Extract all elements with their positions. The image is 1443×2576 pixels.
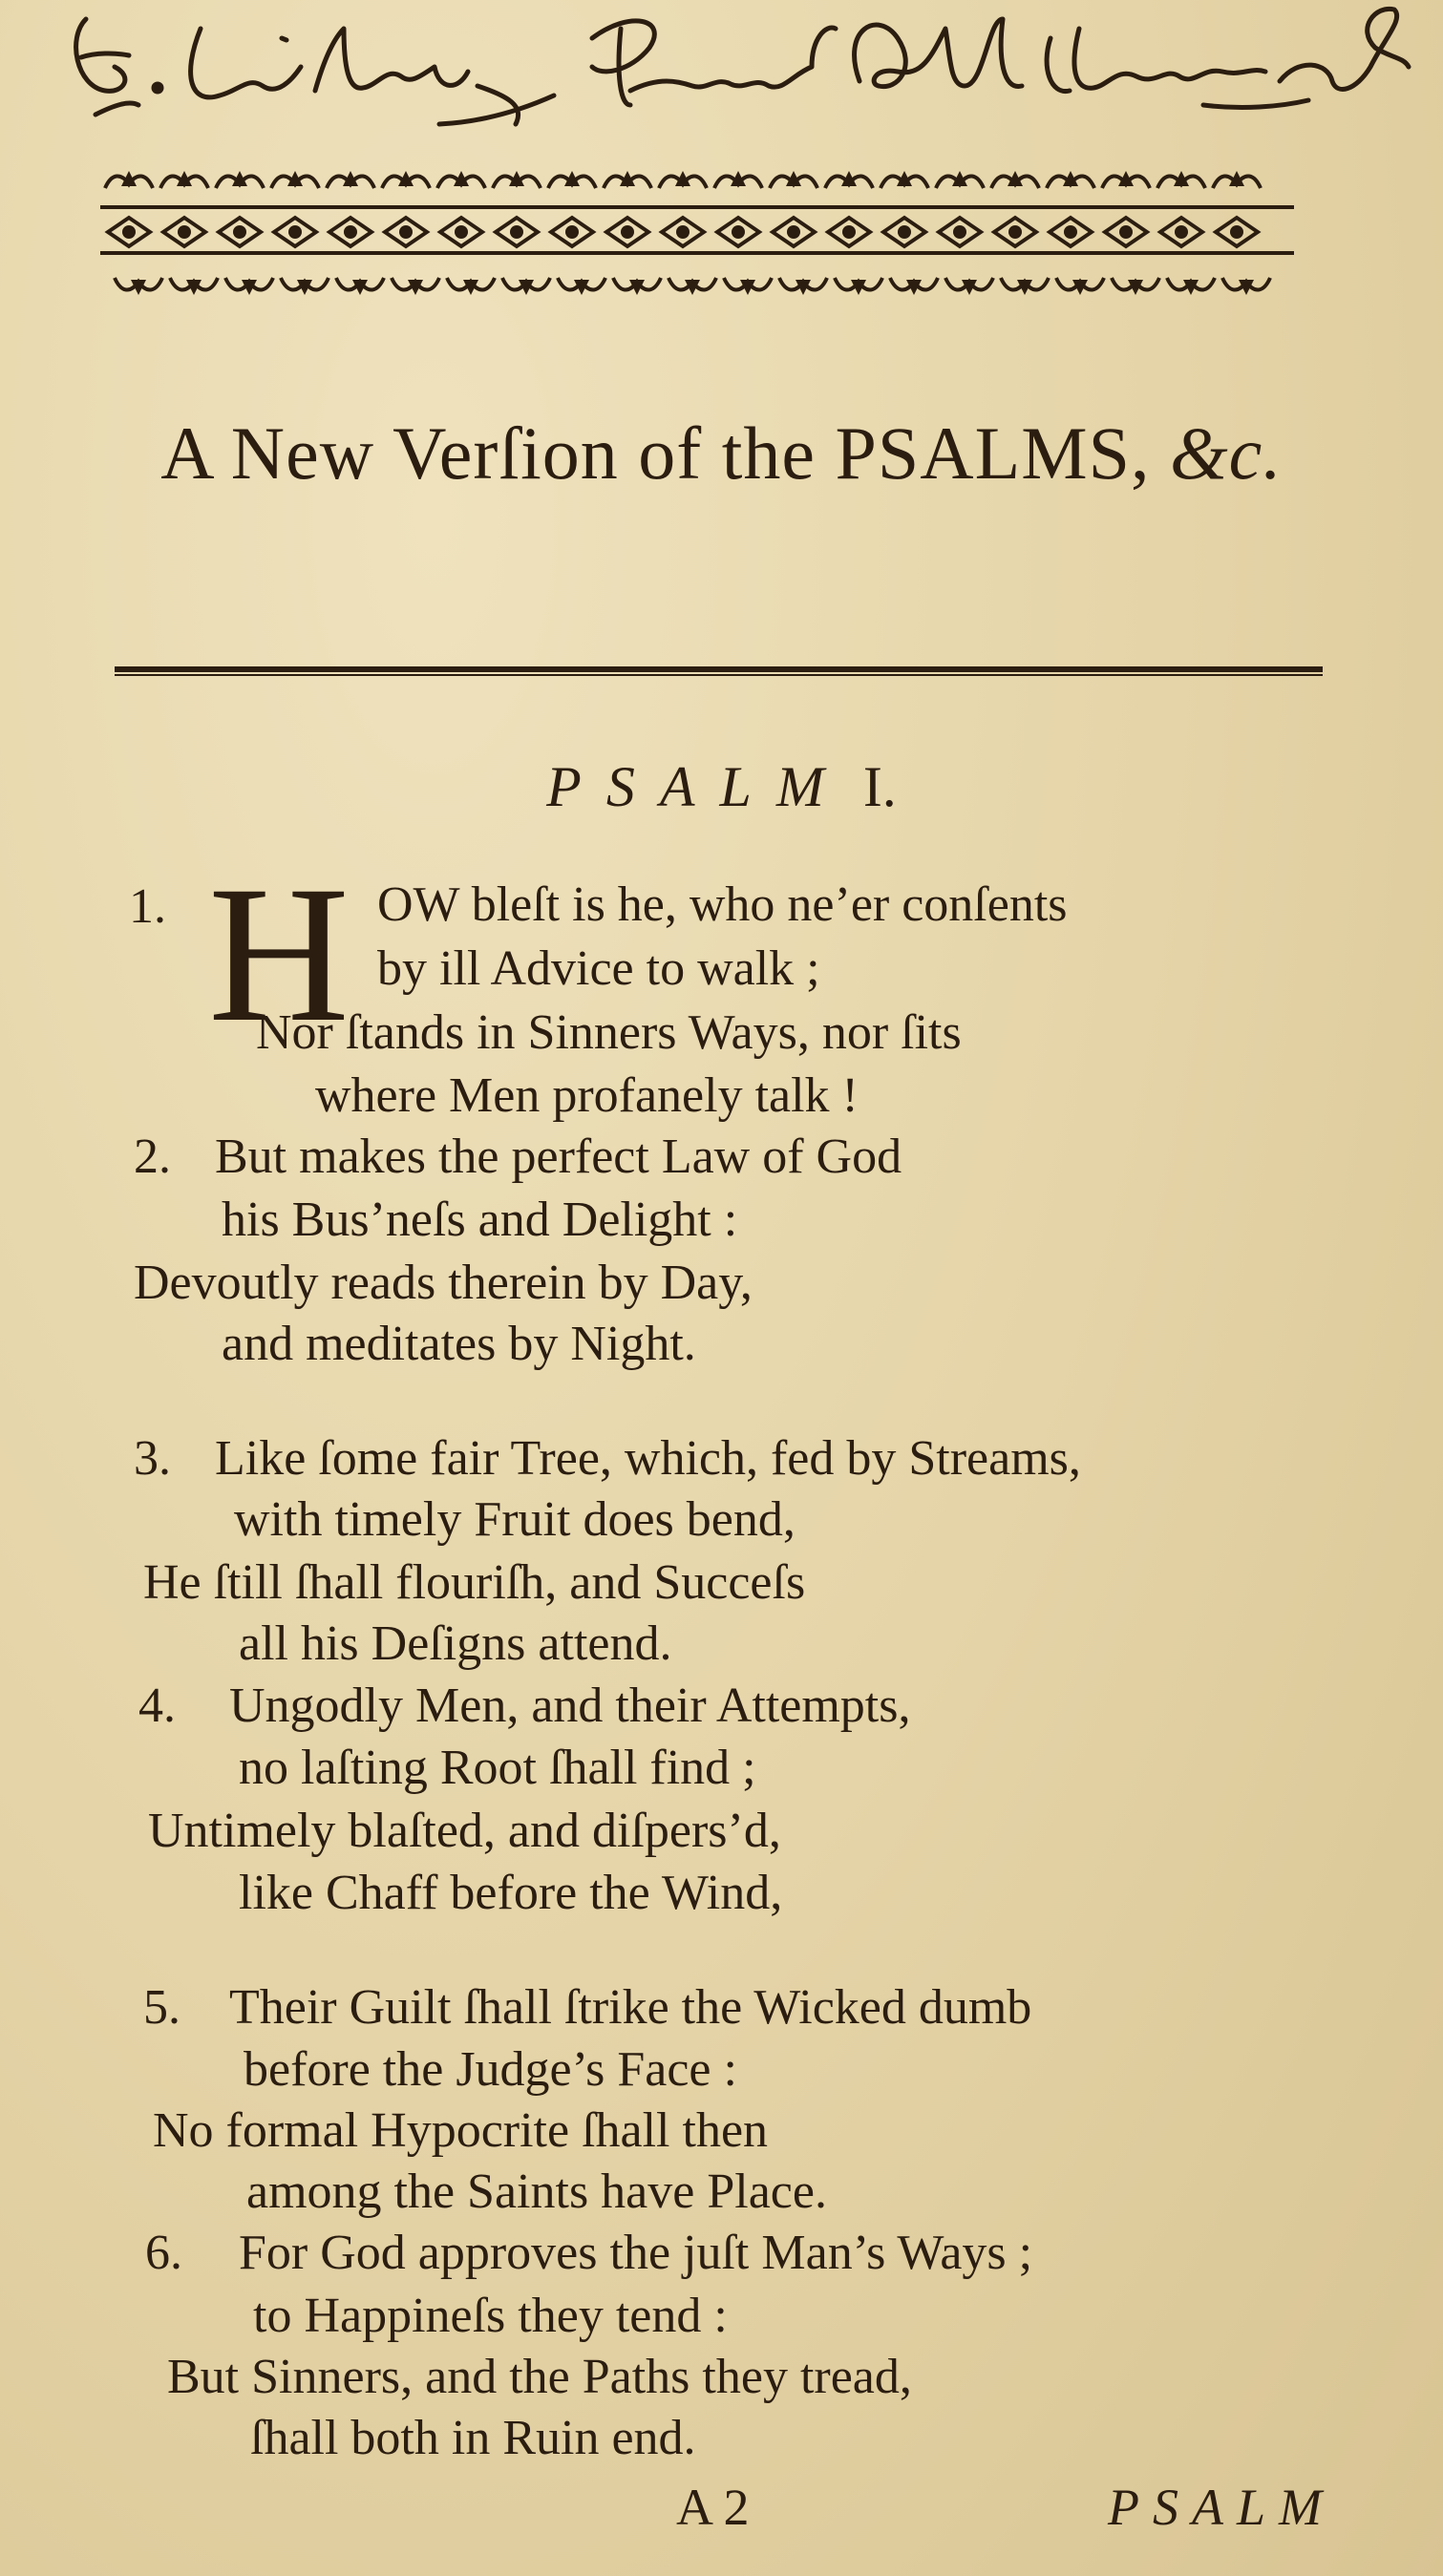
verse-number: 1. [129,879,166,934]
verse-line: Devoutly reads therein by Day, [134,1256,753,1310]
verse-number: 5. [143,1980,180,2035]
verse-line: No formal Hypocrite ſhall then [153,2103,769,2158]
page-title [0,411,1443,496]
verse-line: But makes the perfect Law of God [215,1130,902,1184]
rule-thin [115,674,1323,676]
verse-line: and meditates by Night. [222,1317,696,1371]
psalm-heading-numeral: I. [862,755,897,818]
verse-number: 3. [134,1431,171,1486]
verse-line: with timely Fruit does bend, [234,1492,796,1547]
verse-line: For God approves the juſt Man’s Ways ; [239,2226,1033,2280]
handwritten-signature [57,0,1413,162]
verse-line: Like ſome fair Tree, which, fed by Streams, [215,1431,1081,1486]
catchword: PSALM [1108,2479,1335,2536]
verse-line: where Men profanely talk ! [315,1068,859,1123]
verse-line: no laſting Root ſhall find ; [239,1741,756,1795]
verse-line: by ill Advice to walk ; [377,941,820,996]
title-main: A New Verſion of the PSALMS, [160,412,1151,495]
verse-line: Nor ſtands in Sinners Ways, nor ſits [256,1005,962,1060]
fleuron-ornament-band-icon [100,158,1304,320]
verse-line: ſhall both in Ruin end. [250,2411,696,2465]
psalm-heading-word: PSALM [546,755,849,818]
verse-line: like Chaff before the Wind, [239,1866,783,1920]
verse-line: before the Judge’s Face : [244,2042,737,2097]
verse-line: He ſtill ſhall flouriſh, and Succeſs [143,1555,806,1610]
verse-line: among the Saints have Place. [246,2164,827,2219]
verse-number: 2. [134,1130,171,1184]
verse-number: 6. [145,2226,182,2280]
verse-number: 4. [138,1679,176,1733]
rule-thick [115,666,1323,672]
signature-mark: A 2 [676,2479,750,2536]
verse-line: Untimely blaſted, and diſpers’d, [148,1804,781,1858]
drop-capital: H [208,846,350,1063]
verse-line: But Sinners, and the Paths they tread, [167,2350,912,2404]
verse-line: to Happineſs they tend : [253,2289,728,2343]
verse-line: Their Guilt ſhall ſtrike the Wicked dumb [229,1980,1032,2035]
verse-line: Ungodly Men, and their Attempts, [229,1679,911,1733]
verse-line: OW bleſt is he, who ne’er conſents [377,877,1068,932]
verse-line: his Bus’neſs and Delight : [222,1193,738,1247]
title-rule [115,666,1323,676]
title-etc: &c. [1169,412,1283,495]
verse-line: all his Deſigns attend. [239,1616,672,1671]
psalm-heading [0,754,1443,820]
